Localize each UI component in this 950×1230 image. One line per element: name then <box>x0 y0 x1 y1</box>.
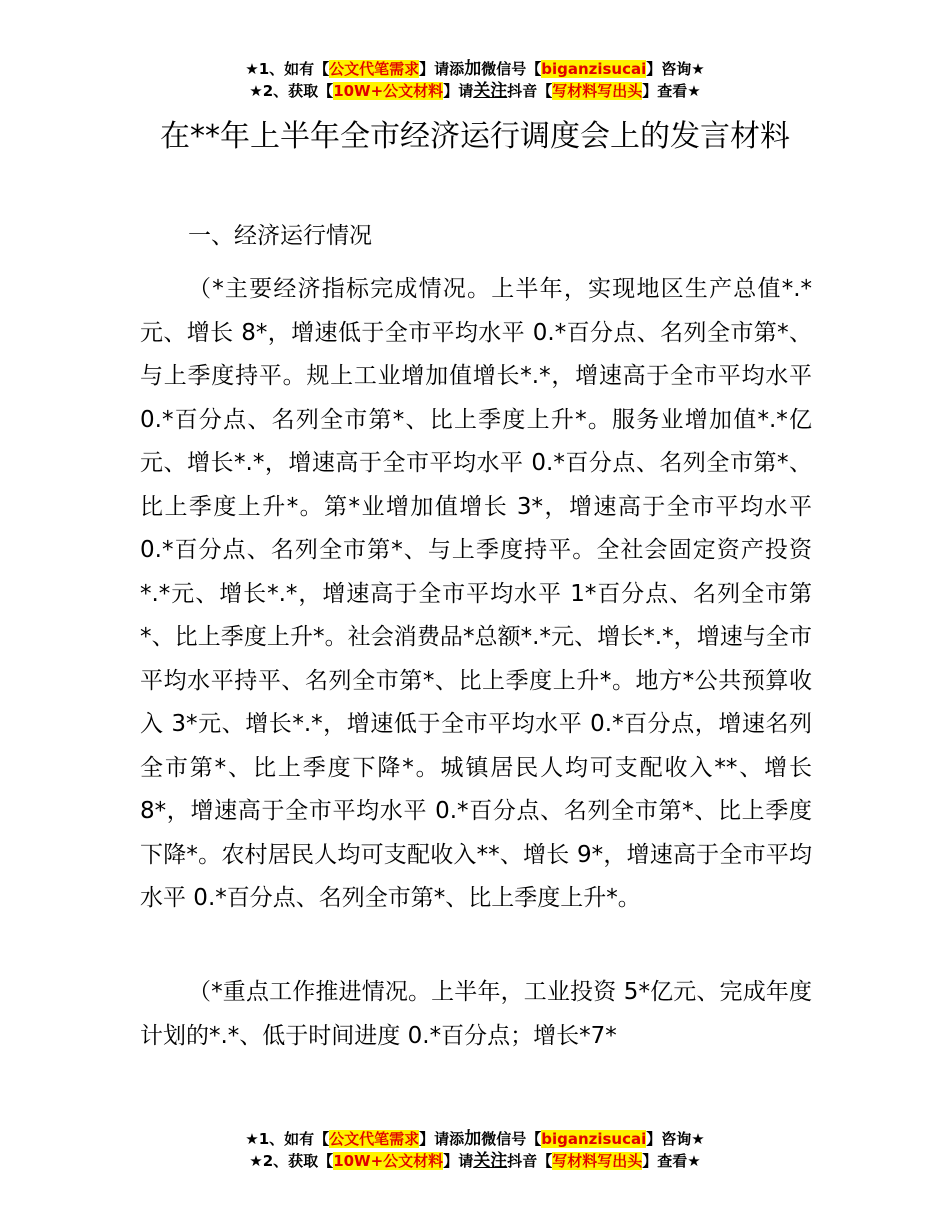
promo-text: 】请 <box>443 1152 474 1170</box>
promo-highlight-materials: 10W+公文材料 <box>333 1152 444 1170</box>
body-paragraph: （*主要经济指标完成情况。上半年，实现地区生产总值*.*元、增长 8*，增速低于全市平均水平 0.*百分点、名列全市第*、与上季度持平。规上工业增加值增长*.*，增速高于全市平均水平 0.*百分点、名列全市第*、比上季度上升*。服务业增加值*.*亿元、增长*.*，增速高于全市平均水平 0.*百分点、名列全市第*、比上季度上升*。第*业增加值增长 3*，增速高于全市平均水平 0.*百分点、名列全市第*、与上季度持平。全社会固定资产投资*.*元、增长*.*，增速高于全市平均水平 1*百分点、名列全市第*、比上季度上升*。社会消费品*总额*.*元、增长*.*，增速与全市平均水平持平、名列全市第*、比上季度上升*。地方*公共预算收入 3*元、增长*.*，增速低于全市平均水平 0.*百分点，增速名列全市第*、比上季度下降*。城镇居民人均可支配收入**、增长 8*，增速高于全市平均水平 0.*百分点、名列全市第*、比上季度下降*。农村居民人均可支配收入**、增长 9*，增速高于全市平均水平 0.*百分点、名列全市第*、比上季度上升*。 <box>140 276 812 911</box>
top-promo-banner <box>0 58 950 102</box>
promo-text: 】请添 <box>419 60 465 78</box>
promo-highlight-douyin: 写材料写出头 <box>552 82 643 100</box>
promo-text-emphasis: 加 <box>464 59 482 79</box>
promo-highlight-materials: 10W+公文材料 <box>333 82 444 100</box>
promo-text: ★1、如有【 <box>245 1130 330 1148</box>
promo-line-2 <box>0 80 950 102</box>
document-title: 在**年上半年全市经济运行调度会上的发言材料 <box>160 119 790 154</box>
promo-highlight-service: 公文代笔需求 <box>329 1130 420 1148</box>
body-paragraph: （*重点工作推进情况。上半年，工业投资 5*亿元、完成年度计划的*.*、低于时间进度 0.*百分点；增长*7* <box>140 979 812 1049</box>
promo-text-underlined: 关注 <box>473 1151 508 1171</box>
section-heading: 一、经济运行情况 <box>188 223 372 249</box>
promo-line-2 <box>0 1150 950 1172</box>
promo-highlight-service: 公文代笔需求 <box>329 60 420 78</box>
promo-highlight-wechat-id: biganzisucai <box>541 60 647 78</box>
promo-line-1 <box>0 1128 950 1150</box>
promo-highlight-wechat-id: biganzisucai <box>541 1130 647 1148</box>
promo-text: 】查看★ <box>642 1152 701 1170</box>
promo-text: 】查看★ <box>642 82 701 100</box>
promo-line-1 <box>0 58 950 80</box>
promo-text: ★1、如有【 <box>245 60 330 78</box>
promo-text-underlined: 关注 <box>473 81 508 101</box>
promo-text: 】请添 <box>419 1130 465 1148</box>
promo-text-emphasis: 加 <box>464 1129 482 1149</box>
promo-text: 微信号【 <box>481 60 542 78</box>
promo-text: 】咨询★ <box>646 1130 705 1148</box>
promo-text: 抖音【 <box>507 1152 553 1170</box>
bottom-promo-banner <box>0 1128 950 1172</box>
promo-text: ★2、获取【 <box>249 82 334 100</box>
promo-text: ★2、获取【 <box>249 1152 334 1170</box>
promo-text: 】请 <box>443 82 474 100</box>
promo-text: 抖音【 <box>507 82 553 100</box>
promo-text: 】咨询★ <box>646 60 705 78</box>
promo-highlight-douyin: 写材料写出头 <box>552 1152 643 1170</box>
promo-text: 微信号【 <box>481 1130 542 1148</box>
